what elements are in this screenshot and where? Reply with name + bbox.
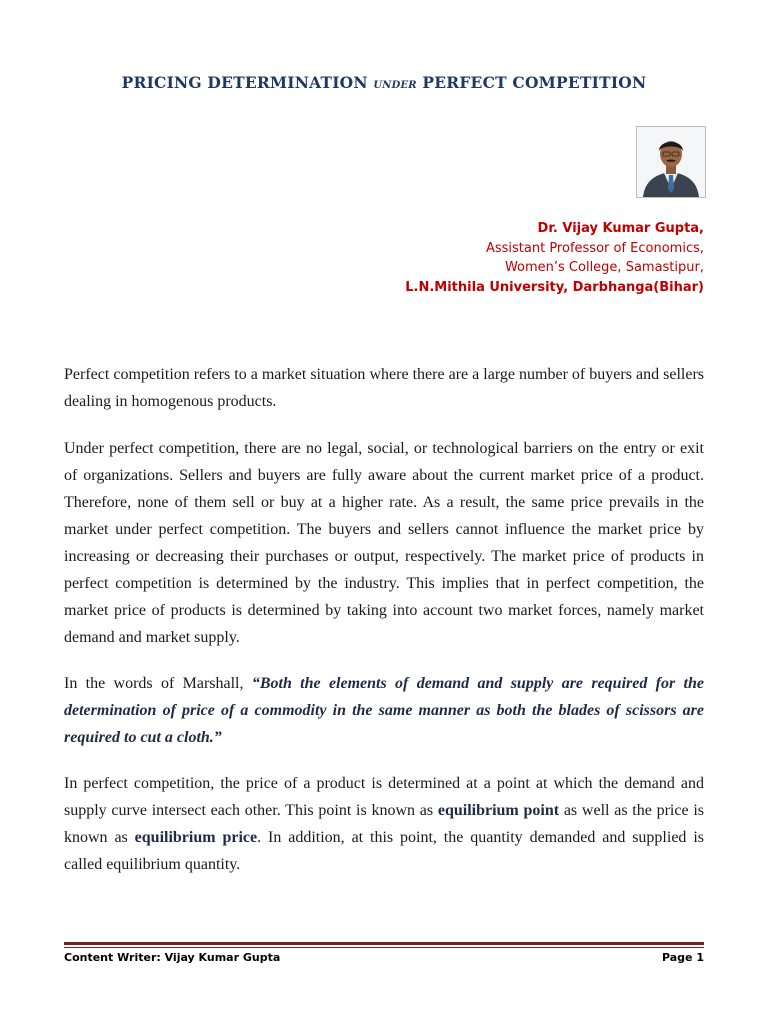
author-portrait-image: [637, 127, 705, 197]
paragraph-equilibrium: [64, 770, 704, 878]
marshall-intro: In the words of Marshall,: [64, 675, 252, 692]
footer-page-number: Page 1: [661, 951, 704, 964]
footer-divider-thick: [64, 942, 704, 945]
author-photo: [636, 126, 706, 198]
page-title: [0, 73, 768, 92]
author-college: Women’s College, Samastipur,: [504, 260, 704, 275]
paragraph-conditions: Under perfect competition, there are no legal, social, or technological barriers on the entry or exit of organizations. Sellers and buyers are fully aware about the current market price of a product. Therefore, none of them sell or buy at a higher rate. As a result, the same price prevails in the market under perfect competition. The buyers and sellers cannot influence the market price by increasing or decreasing their purchases or output, respectively. The market price of products in perfect competition is determined by the industry. This implies that in perfect competition, the market price of products is determined by taking into account two market forces, namely market demand and market supply.: [64, 440, 704, 646]
author-name: Dr. Vijay Kumar Gupta,: [537, 221, 704, 236]
equilibrium-point-term: equilibrium point: [437, 802, 560, 819]
paragraph-marshall: [64, 670, 704, 751]
footer-divider-thin: [64, 947, 704, 948]
equilibrium-text-e: . In addition, at this point, the quantity demanded and supplied is called equilibrium quantity.: [64, 829, 704, 873]
author-position: Assistant Professor of Economics,: [485, 240, 704, 256]
author-university: L.N.Mithila University, Darbhanga(Bihar): [405, 279, 704, 295]
footer-content-writer: Content Writer: Vijay Kumar Gupta: [64, 951, 281, 964]
title-part-1: PRICING DETERMINATION: [121, 73, 374, 92]
title-part-under: UNDER: [373, 80, 417, 91]
equilibrium-text-a: In perfect competition, the price of a product is determined at a point at which the demand and supply curve intersect each other. This point is known as: [64, 775, 704, 819]
title-part-2: PERFECT COMPETITION: [416, 73, 647, 92]
author-block: [405, 219, 704, 297]
paragraph-definition: Perfect competition refers to a market situation where there are a large number of buyers and sellers dealing in homogenous products.: [64, 366, 704, 410]
equilibrium-text-c: as well as the price is known as: [64, 802, 704, 846]
equilibrium-price-term: equilibrium price: [134, 829, 258, 846]
marshall-quote: “Both the elements of demand and supply are required for the determination of price of a commodity in the same manner as both the blades of scissors are required to cut a cloth.”: [64, 675, 704, 746]
